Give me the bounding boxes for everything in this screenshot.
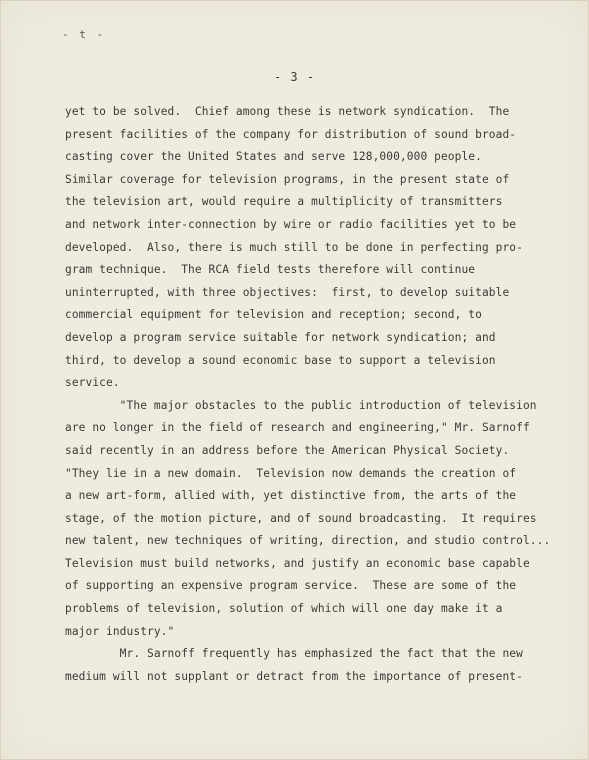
text-line: uninterrupted, with three objectives: first, to develop suitable <box>65 285 510 299</box>
text-line: Similar coverage for television programs, in the present state of <box>65 172 510 186</box>
text-line: problems of television, solution of which will one day make it a <box>65 602 503 616</box>
text-line: commercial equipment for television and reception; second, to <box>65 308 482 322</box>
text-line: of supporting an expensive program service. These are some of the <box>65 579 517 593</box>
text-line: developed. Also, there is much still to be done in perfecting pro- <box>65 240 523 254</box>
text-line: "The major obstacles to the public introduction of television <box>65 398 537 412</box>
corner-mark: - t - <box>62 28 106 41</box>
text-line: new talent, new techniques of writing, direction, and studio control... <box>65 534 551 548</box>
text-line: and network inter-connection by wire or radio facilities yet to be <box>65 217 517 231</box>
text-line: third, to develop a sound economic base to support a television <box>65 353 496 367</box>
text-line: present facilities of the company for distribution of sound broad- <box>65 127 517 141</box>
text-line: yet to be solved. Chief among these is network syndication. The <box>65 105 510 118</box>
page-number: - 3 - <box>273 70 316 84</box>
text-line: "They lie in a new domain. Television now demands the creation of <box>65 466 517 480</box>
text-line: service. <box>65 376 120 390</box>
text-line: a new art-form, allied with, yet distinctive from, the arts of the <box>65 489 517 503</box>
text-line: develop a program service suitable for network syndication; and <box>65 330 496 344</box>
text-line: major industry." <box>65 624 175 638</box>
text-line: are no longer in the field of research and engineering," Mr. Sarnoff <box>65 421 530 435</box>
body-text <box>65 101 565 688</box>
text-line: gram technique. The RCA field tests therefore will continue <box>65 263 476 277</box>
text-line: stage, of the motion picture, and of sound broadcasting. It requires <box>65 511 537 525</box>
text-line: casting cover the United States and serve 128,000,000 people. <box>65 150 482 164</box>
text-line: medium will not supplant or detract from the importance of present- <box>65 669 523 683</box>
text-line: the television art, would require a multiplicity of transmitters <box>65 195 503 209</box>
text-line: Mr. Sarnoff frequently has emphasized the fact that the new <box>65 647 523 661</box>
text-line: Television must build networks, and justify an economic base capable <box>65 556 530 570</box>
text-line: said recently in an address before the American Physical Society. <box>65 443 510 457</box>
